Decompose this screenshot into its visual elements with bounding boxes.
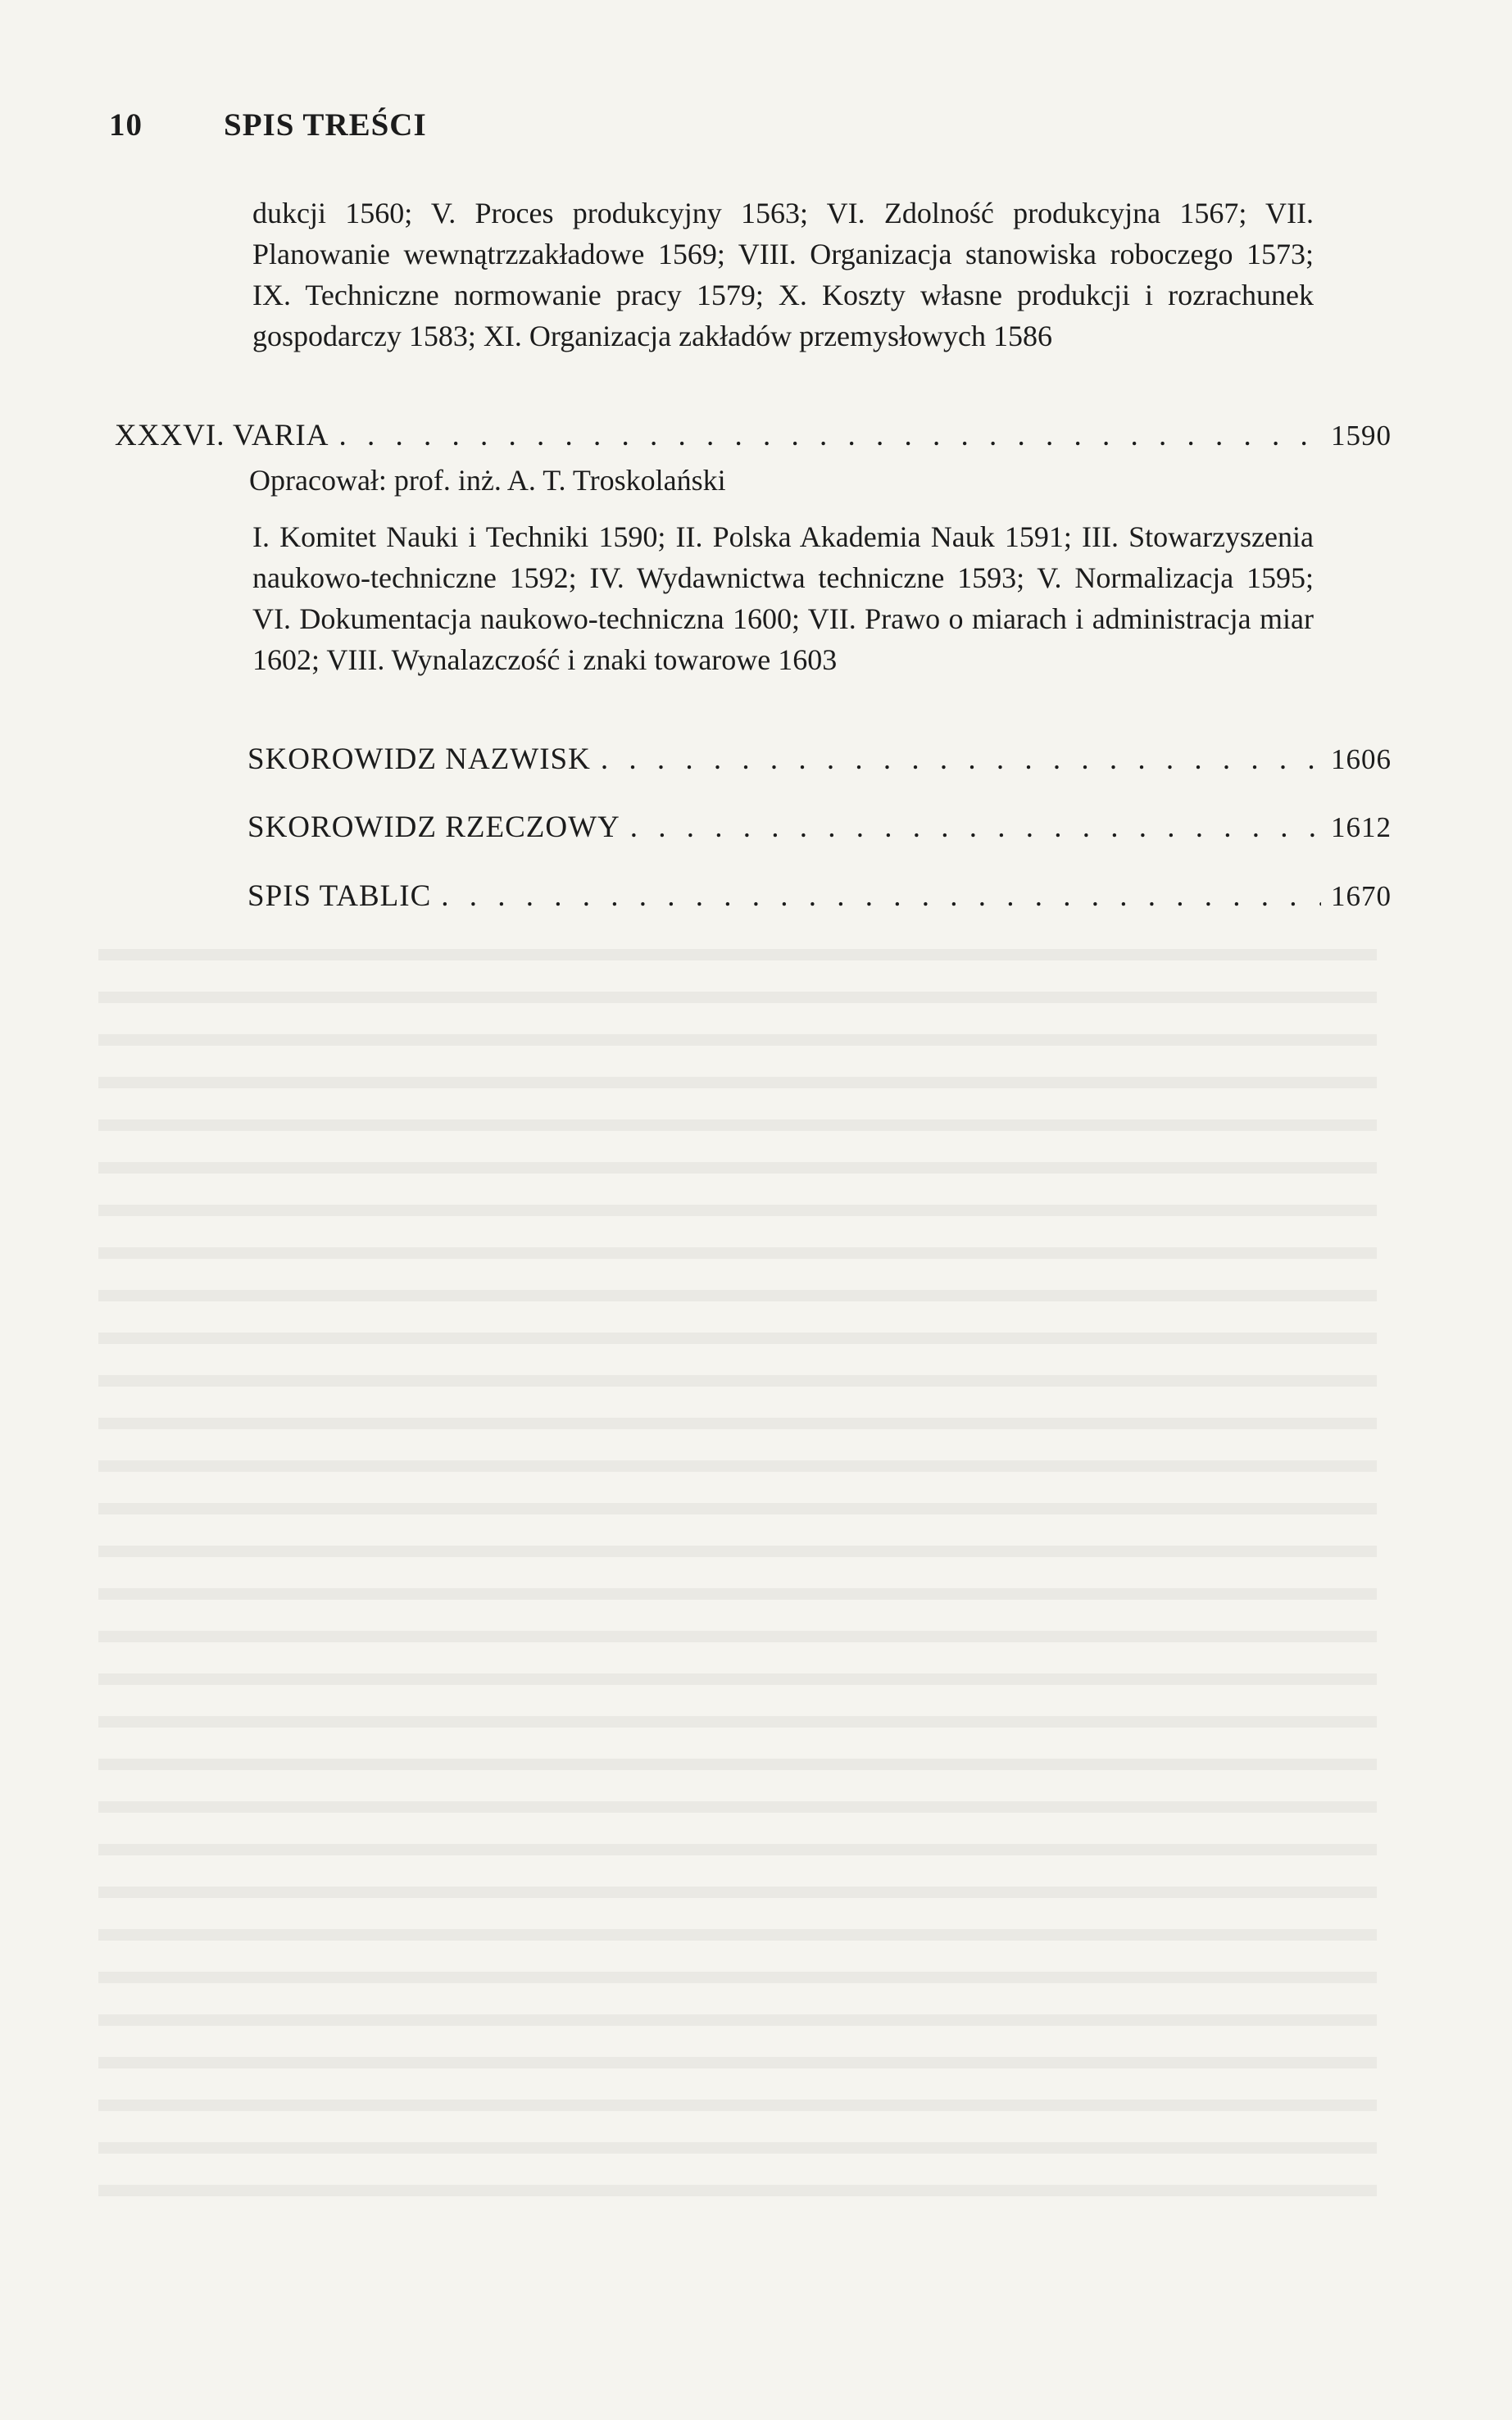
toc-entry-skorowidz-nazwisk[interactable] <box>247 742 1392 777</box>
toc-entry-page: 1670 <box>1331 880 1392 912</box>
toc-entry-label: XXXVI. VARIA <box>115 419 329 452</box>
toc-entry-label: SKOROWIDZ RZECZOWY <box>247 810 620 844</box>
dot-leader <box>630 810 1321 845</box>
toc-entry-page: 1590 <box>1331 420 1392 452</box>
page-number: 10 <box>109 107 143 143</box>
toc-entry-skorowidz-rzeczowy[interactable] <box>247 810 1392 845</box>
dot-leader <box>338 418 1321 453</box>
section-varia-contents-text: I. Komitet Nauki i Techniki 1590; II. Polska Akademia Nauk 1591; III. Stowarzyszenia naukowo-techniczne 1592; IV. Wydawnictwa techniczne 1593; V. Normalizacja 1595; VI. Dokumentacja naukowo-techniczna 1600; VII. Prawo o miarach i administracja miar 1602; VIII. Wynalazczość i znaki towarowe 1603 <box>252 520 1314 676</box>
page-title: SPIS TREŚCI <box>224 107 427 143</box>
toc-entry-label: SKOROWIDZ NAZWISK <box>247 742 591 776</box>
toc-entry-spis-tablic[interactable] <box>247 879 1392 914</box>
toc-entry-varia[interactable] <box>115 418 1392 453</box>
toc-entry-page: 1606 <box>1331 743 1392 775</box>
continued-section-contents <box>252 193 1314 356</box>
continued-section-text: dukcji 1560; V. Proces produkcyjny 1563; VI. Zdolność produkcyjna 1567; VII. Planowanie wewnątrzzakładowe 1569; VIII. Organizacja stanowiska roboczego 1573; IX. Techniczne normowanie pracy 1579; X. Koszty własne produkcji i rozrachunek gospodarczy 1583; XI. Organizacja zakładów przemysłowych 1586 <box>252 197 1314 352</box>
section-author: Opracował: prof. inż. A. T. Troskolański <box>249 464 726 497</box>
show-through-background <box>98 918 1377 2196</box>
dot-leader <box>441 879 1321 914</box>
section-varia-contents <box>252 516 1314 680</box>
toc-entry-page: 1612 <box>1331 811 1392 843</box>
dot-leader <box>601 742 1321 777</box>
toc-entry-label: SPIS TABLIC <box>247 879 432 913</box>
page-header <box>109 107 427 143</box>
